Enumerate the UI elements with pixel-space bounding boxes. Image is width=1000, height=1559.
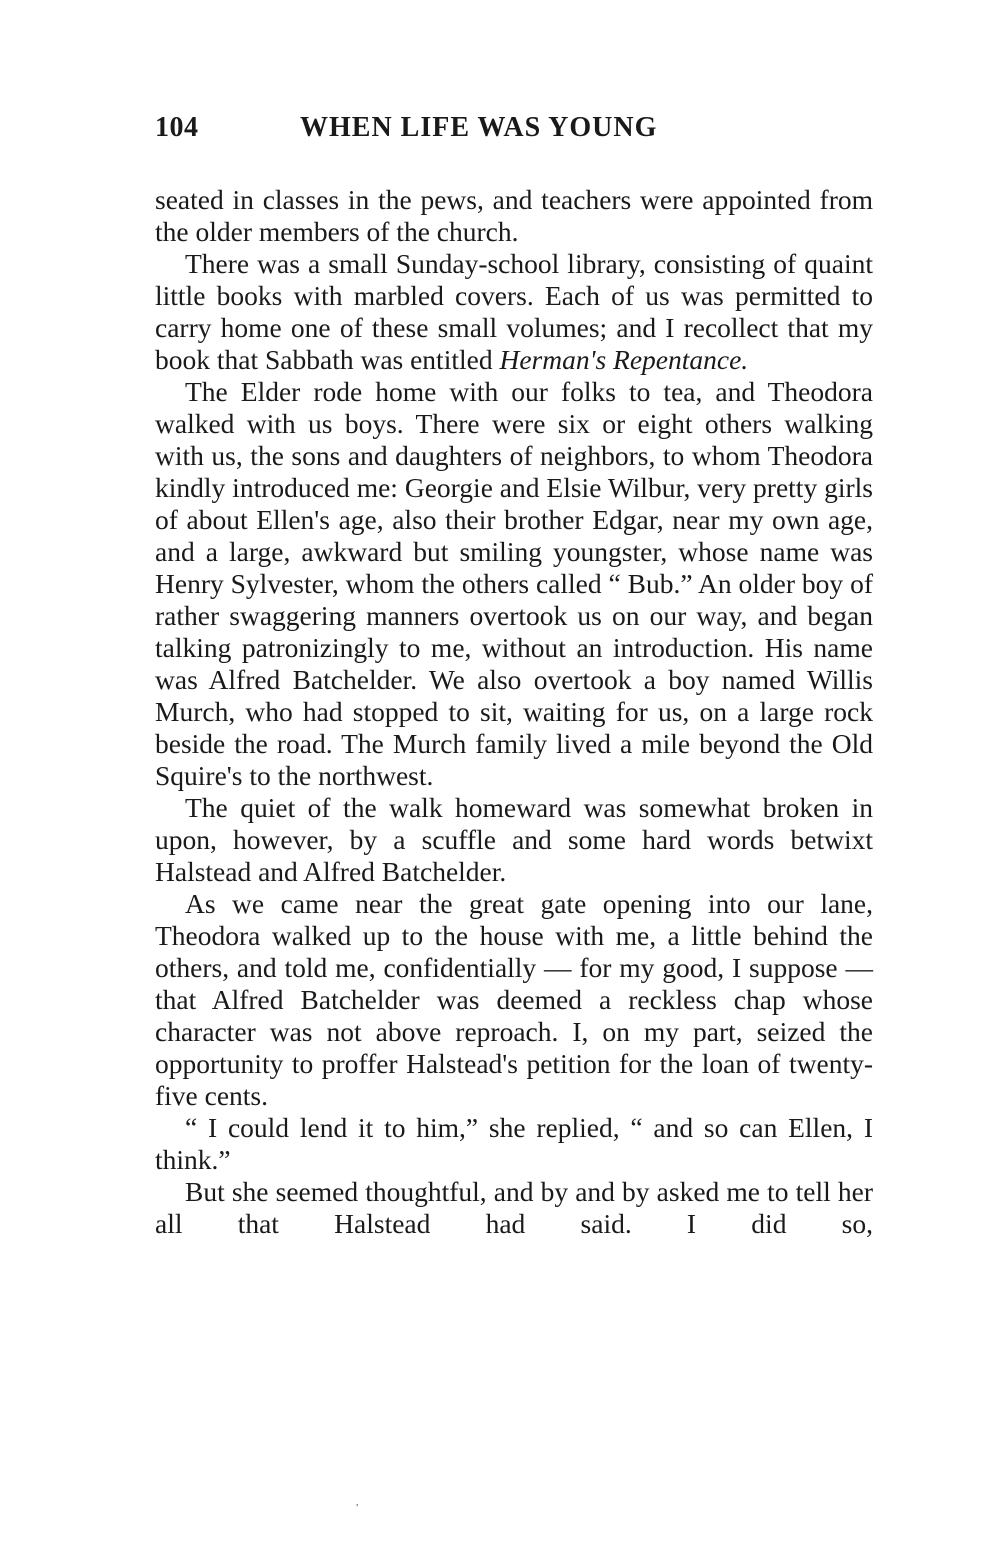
paragraph-3: The Elder rode home with our folks to tea, and Theodora walked with us boys. There were six or eight others walking with us, the sons and daughters of neighbors, to whom Theodora kindly introduced me: Georgie and Elsie Wilbur, very pretty girls of about Ellen's age, also their brother Edgar, near my own age, and a large, awkward but smiling youngster, whose name was Henry Sylvester, whom the others called “ Bub.” An older boy of rather swaggering manners overtook us on our way, and began talking patronizingly to me, without an introduction. His name was Alfred Batchelder. We also overtook a boy named Willis Murch, who had stopped to sit, waiting for us, on a large rock beside the road. The Murch family lived a mile beyond the Old Squire's to the northwest. [155, 376, 873, 791]
paragraph-6: “ I could lend it to him,” she replied, “ and so can Ellen, I think.” [155, 1112, 873, 1175]
paragraph-2-text: There was a small Sunday-school library, consisting of quaint little books with marbled covers. Each of us was permitted to carry home one of these small volumes; and I recollect that my book that Sabbath was entitled [155, 248, 873, 375]
paragraph-2 [155, 248, 873, 376]
running-head [155, 112, 873, 156]
stray-ink-mark: , [356, 1497, 359, 1508]
body-text [155, 184, 873, 1240]
book-page [155, 112, 873, 1240]
running-title: WHEN LIFE WAS YOUNG [300, 112, 658, 143]
paragraph-1: seated in classes in the pews, and teachers were appointed from the older members of the church. [155, 184, 873, 247]
page-number: 104 [155, 112, 199, 143]
paragraph-4: The quiet of the walk homeward was somewhat broken in upon, however, by a scuffle and some hard words betwixt Halstead and Alfred Batchelder. [155, 792, 873, 887]
book-title-italic: Herman's Repentance. [499, 344, 749, 375]
paragraph-5: As we came near the great gate opening into our lane, Theodora walked up to the house with me, a little behind the others, and told me, confidentially — for my good, I suppose — that Alfred Batchelder was deemed a reckless chap whose character was not above reproach. I, on my part, seized the opportunity to proffer Halstead's petition for the loan of twenty-five cents. [155, 888, 873, 1111]
paragraph-7: But she seemed thoughtful, and by and by asked me to tell her all that Halstead had said. I did so, [155, 1176, 873, 1239]
